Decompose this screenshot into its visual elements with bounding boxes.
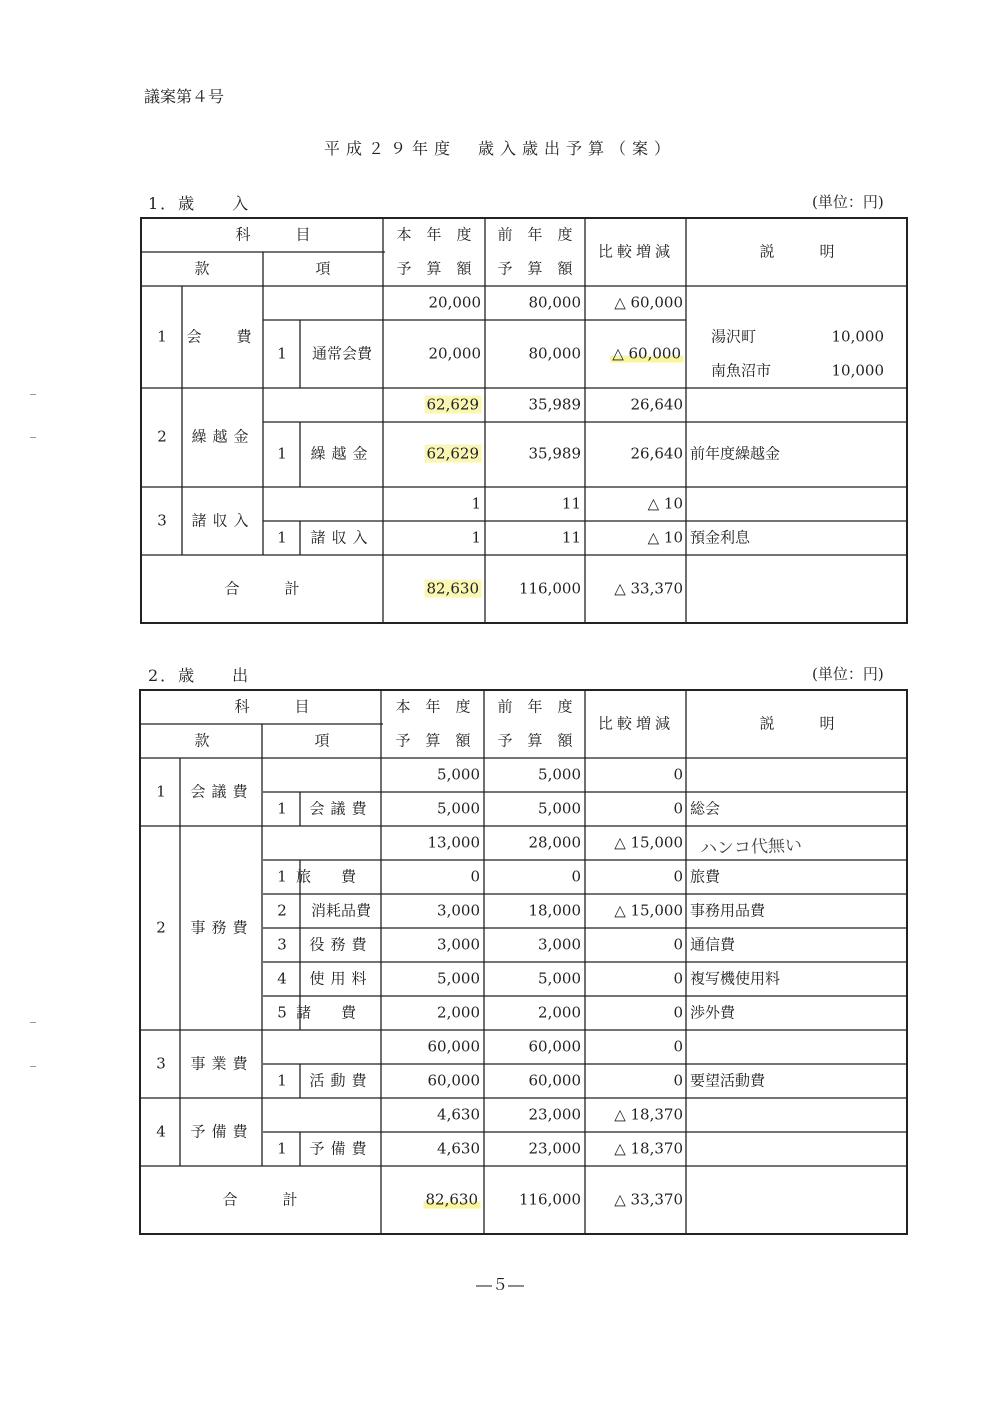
- highlight-mark: 62,629: [426, 395, 479, 414]
- expenditure-kan-prev: 5,000: [538, 765, 581, 784]
- expenditure-kan-name: 予備費: [190, 1122, 254, 1141]
- revenue-total-label: 合 計: [224, 579, 300, 598]
- expenditure-kou-diff: 0: [673, 1071, 683, 1090]
- revenue-kou-current: 20,000: [428, 344, 481, 363]
- revenue-kou-number: 1: [277, 344, 287, 363]
- revenue-header-prev-budget: 予 算 額: [497, 259, 573, 278]
- revenue-kan-current: 1: [471, 494, 481, 513]
- expenditure-unit-label: (単位：円): [812, 665, 884, 683]
- revenue-kou-desc: 預金利息: [690, 528, 751, 547]
- revenue-kou-desc: 前年度繰越金: [690, 444, 781, 463]
- page-number: ―５―: [475, 1275, 524, 1294]
- expenditure-kan-diff: △ 15,000: [614, 833, 683, 852]
- expenditure-header-desc: 説 明: [759, 714, 835, 733]
- revenue-header-subject: 科 目: [235, 225, 311, 244]
- expenditure-kou-diff: 0: [673, 935, 683, 954]
- revenue-kou-name: 繰越金: [310, 444, 374, 463]
- expenditure-kou-diff: 0: [673, 969, 683, 988]
- revenue-kou-name: 諸収入: [310, 528, 374, 547]
- expenditure-kou-current: 60,000: [427, 1071, 480, 1090]
- expenditure-header-diff: 比較増減: [597, 714, 675, 733]
- expenditure-section-label: 2．歳 出: [148, 666, 251, 685]
- expenditure-kan-diff: 0: [673, 765, 683, 784]
- expenditure-kou-name: 諸費: [295, 1003, 387, 1022]
- revenue-total-prev: 116,000: [518, 579, 581, 598]
- expenditure-header-current-year: 本 年 度: [395, 697, 471, 716]
- expenditure-kan-number: 1: [156, 782, 166, 801]
- expenditure-kou-prev: 2,000: [538, 1003, 581, 1022]
- expenditure-kan-prev: 23,000: [528, 1105, 581, 1124]
- expenditure-kou-desc: 通信費: [690, 935, 736, 954]
- revenue-desc-municipality: 湯沢町: [711, 327, 757, 346]
- expenditure-kou-name: 役務費: [309, 935, 373, 954]
- expenditure-kan-prev: 60,000: [528, 1037, 581, 1056]
- expenditure-kou-desc: 総会: [690, 799, 721, 818]
- expenditure-total-prev: 116,000: [518, 1190, 581, 1209]
- revenue-kou-diff: △ 10: [647, 528, 683, 547]
- revenue-kou-prev: 35,989: [528, 444, 581, 463]
- revenue-kan-name: 会 費: [186, 327, 262, 346]
- revenue-kou-number: 1: [277, 444, 287, 463]
- expenditure-kou-prev: 18,000: [528, 901, 581, 920]
- expenditure-kou-current: 0: [470, 867, 480, 886]
- expenditure-kou-current: 3,000: [437, 935, 480, 954]
- expenditure-header-subject: 科 目: [234, 697, 310, 716]
- revenue-kan-current: [425, 395, 482, 414]
- expenditure-kou-diff: 0: [673, 799, 683, 818]
- expenditure-kou-number: 4: [277, 969, 287, 988]
- highlight-mark: 82,630: [425, 1190, 478, 1209]
- revenue-kan-number: 2: [157, 427, 167, 446]
- highlight-mark: 82,630: [426, 579, 479, 598]
- revenue-kou-number: 1: [277, 528, 287, 547]
- highlight-mark: 62,629: [426, 444, 479, 463]
- expenditure-kou-prev: 5,000: [538, 799, 581, 818]
- expenditure-kou-name: 会議費: [309, 799, 373, 818]
- revenue-header-prev-year: 前 年 度: [497, 225, 573, 244]
- revenue-unit-label: (単位：円): [812, 193, 884, 211]
- revenue-kou-prev: 11: [561, 528, 581, 547]
- expenditure-total-label: 合 計: [222, 1190, 298, 1209]
- revenue-desc-amount: 10,000: [831, 327, 884, 346]
- revenue-kou-name: 通常会費: [311, 344, 373, 363]
- revenue-kan-prev: 11: [561, 494, 581, 513]
- revenue-desc-municipality: 南魚沼市: [711, 361, 772, 380]
- expenditure-kan-diff: △ 18,370: [614, 1105, 683, 1124]
- revenue-kan-number: 3: [157, 511, 167, 530]
- expenditure-kou-prev: 23,000: [528, 1139, 581, 1158]
- expenditure-kan-name: 事務費: [190, 918, 254, 937]
- expenditure-kou-number: 2: [277, 901, 287, 920]
- expenditure-header-current-budget: 予 算 額: [395, 731, 471, 750]
- expenditure-header-prev-year: 前 年 度: [497, 697, 573, 716]
- expenditure-kou-number: 1: [277, 1139, 287, 1158]
- revenue-kou-diff: 26,640: [630, 444, 683, 463]
- expenditure-total-diff: △ 33,370: [614, 1190, 683, 1209]
- expenditure-header-kan: 款: [194, 731, 210, 750]
- expenditure-kan-number: 4: [156, 1122, 166, 1141]
- revenue-header-kan: 款: [194, 259, 210, 278]
- expenditure-kou-prev: 60,000: [528, 1071, 581, 1090]
- expenditure-kou-diff: 0: [673, 867, 683, 886]
- handwritten-note: ハンコ代無い: [699, 835, 803, 860]
- expenditure-kan-current: 4,630: [437, 1105, 480, 1124]
- revenue-kan-number: 1: [157, 327, 167, 346]
- expenditure-kou-name: 消耗品費: [310, 901, 372, 920]
- revenue-header-desc: 説 明: [759, 242, 835, 261]
- scan-mark: [30, 1022, 36, 1023]
- revenue-kan-prev: 80,000: [528, 293, 581, 312]
- expenditure-kan-current: 13,000: [427, 833, 480, 852]
- expenditure-kou-name: 使用料: [309, 969, 373, 988]
- expenditure-header-prev-budget: 予 算 額: [497, 731, 573, 750]
- agenda-number: 議案第４号: [144, 87, 225, 106]
- revenue-kou-prev: 80,000: [528, 344, 581, 363]
- revenue-kou-current: 1: [471, 528, 481, 547]
- revenue-kan-current: 20,000: [428, 293, 481, 312]
- expenditure-total-current: [424, 1190, 481, 1209]
- expenditure-kou-current: 4,630: [437, 1139, 480, 1158]
- expenditure-kou-prev: 5,000: [538, 969, 581, 988]
- revenue-total-diff: △ 33,370: [614, 579, 683, 598]
- revenue-kan-diff: △ 60,000: [614, 293, 683, 312]
- highlight-mark: △ 60,000: [612, 344, 681, 363]
- revenue-desc-amount: 10,000: [831, 361, 884, 380]
- expenditure-kou-current: 5,000: [437, 969, 480, 988]
- expenditure-kou-number: 1: [277, 1071, 287, 1090]
- expenditure-kou-name: 予備費: [309, 1139, 373, 1158]
- expenditure-kou-diff: △ 15,000: [614, 901, 683, 920]
- expenditure-kan-prev: 28,000: [528, 833, 581, 852]
- scan-mark: [30, 1066, 36, 1067]
- expenditure-kou-diff: △ 18,370: [614, 1139, 683, 1158]
- expenditure-kou-desc: 事務用品費: [690, 901, 766, 920]
- revenue-header-current-year: 本 年 度: [396, 225, 472, 244]
- expenditure-kou-prev: 3,000: [538, 935, 581, 954]
- expenditure-kou-current: 5,000: [437, 799, 480, 818]
- revenue-total-current: [425, 579, 482, 598]
- page-title: 平成２９年度 歳入歳出予算（案）: [323, 139, 676, 158]
- expenditure-kan-current: 5,000: [437, 765, 480, 784]
- expenditure-kou-diff: 0: [673, 1003, 683, 1022]
- expenditure-kan-name: 事業費: [190, 1054, 254, 1073]
- expenditure-kou-desc: 要望活動費: [690, 1071, 766, 1090]
- expenditure-kou-prev: 0: [571, 867, 581, 886]
- revenue-kou-current: [425, 444, 482, 463]
- revenue-header-diff: 比較増減: [597, 242, 675, 261]
- expenditure-kou-desc: 複写機使用料: [690, 969, 781, 988]
- revenue-kan-name: 諸収入: [191, 511, 255, 530]
- revenue-kan-name: 繰越金: [191, 427, 255, 446]
- expenditure-header-kou: 項: [314, 731, 330, 750]
- expenditure-kan-number: 2: [156, 918, 166, 937]
- revenue-kan-diff: 26,640: [630, 395, 683, 414]
- expenditure-kan-number: 3: [156, 1054, 166, 1073]
- expenditure-kou-current: 3,000: [437, 901, 480, 920]
- revenue-kan-diff: △ 10: [647, 494, 683, 513]
- revenue-kou-diff: [610, 344, 683, 363]
- expenditure-kou-number: 1: [277, 867, 287, 886]
- revenue-header-kou: 項: [315, 259, 331, 278]
- revenue-kan-prev: 35,989: [528, 395, 581, 414]
- expenditure-kan-diff: 0: [673, 1037, 683, 1056]
- expenditure-kou-number: 5: [277, 1003, 287, 1022]
- revenue-section-label: 1．歳 入: [148, 194, 251, 213]
- expenditure-kou-name: 活動費: [309, 1071, 373, 1090]
- expenditure-kan-current: 60,000: [427, 1037, 480, 1056]
- expenditure-kou-current: 2,000: [437, 1003, 480, 1022]
- scan-mark: [30, 437, 36, 438]
- expenditure-kou-number: 1: [277, 799, 287, 818]
- expenditure-kou-desc: 旅費: [690, 867, 721, 886]
- expenditure-kan-name: 会議費: [190, 782, 254, 801]
- expenditure-kou-name: 旅費: [295, 867, 387, 886]
- revenue-header-current-budget: 予 算 額: [396, 259, 472, 278]
- scan-mark: [30, 394, 36, 395]
- expenditure-kou-desc: 渉外費: [690, 1003, 736, 1022]
- expenditure-kou-number: 3: [277, 935, 287, 954]
